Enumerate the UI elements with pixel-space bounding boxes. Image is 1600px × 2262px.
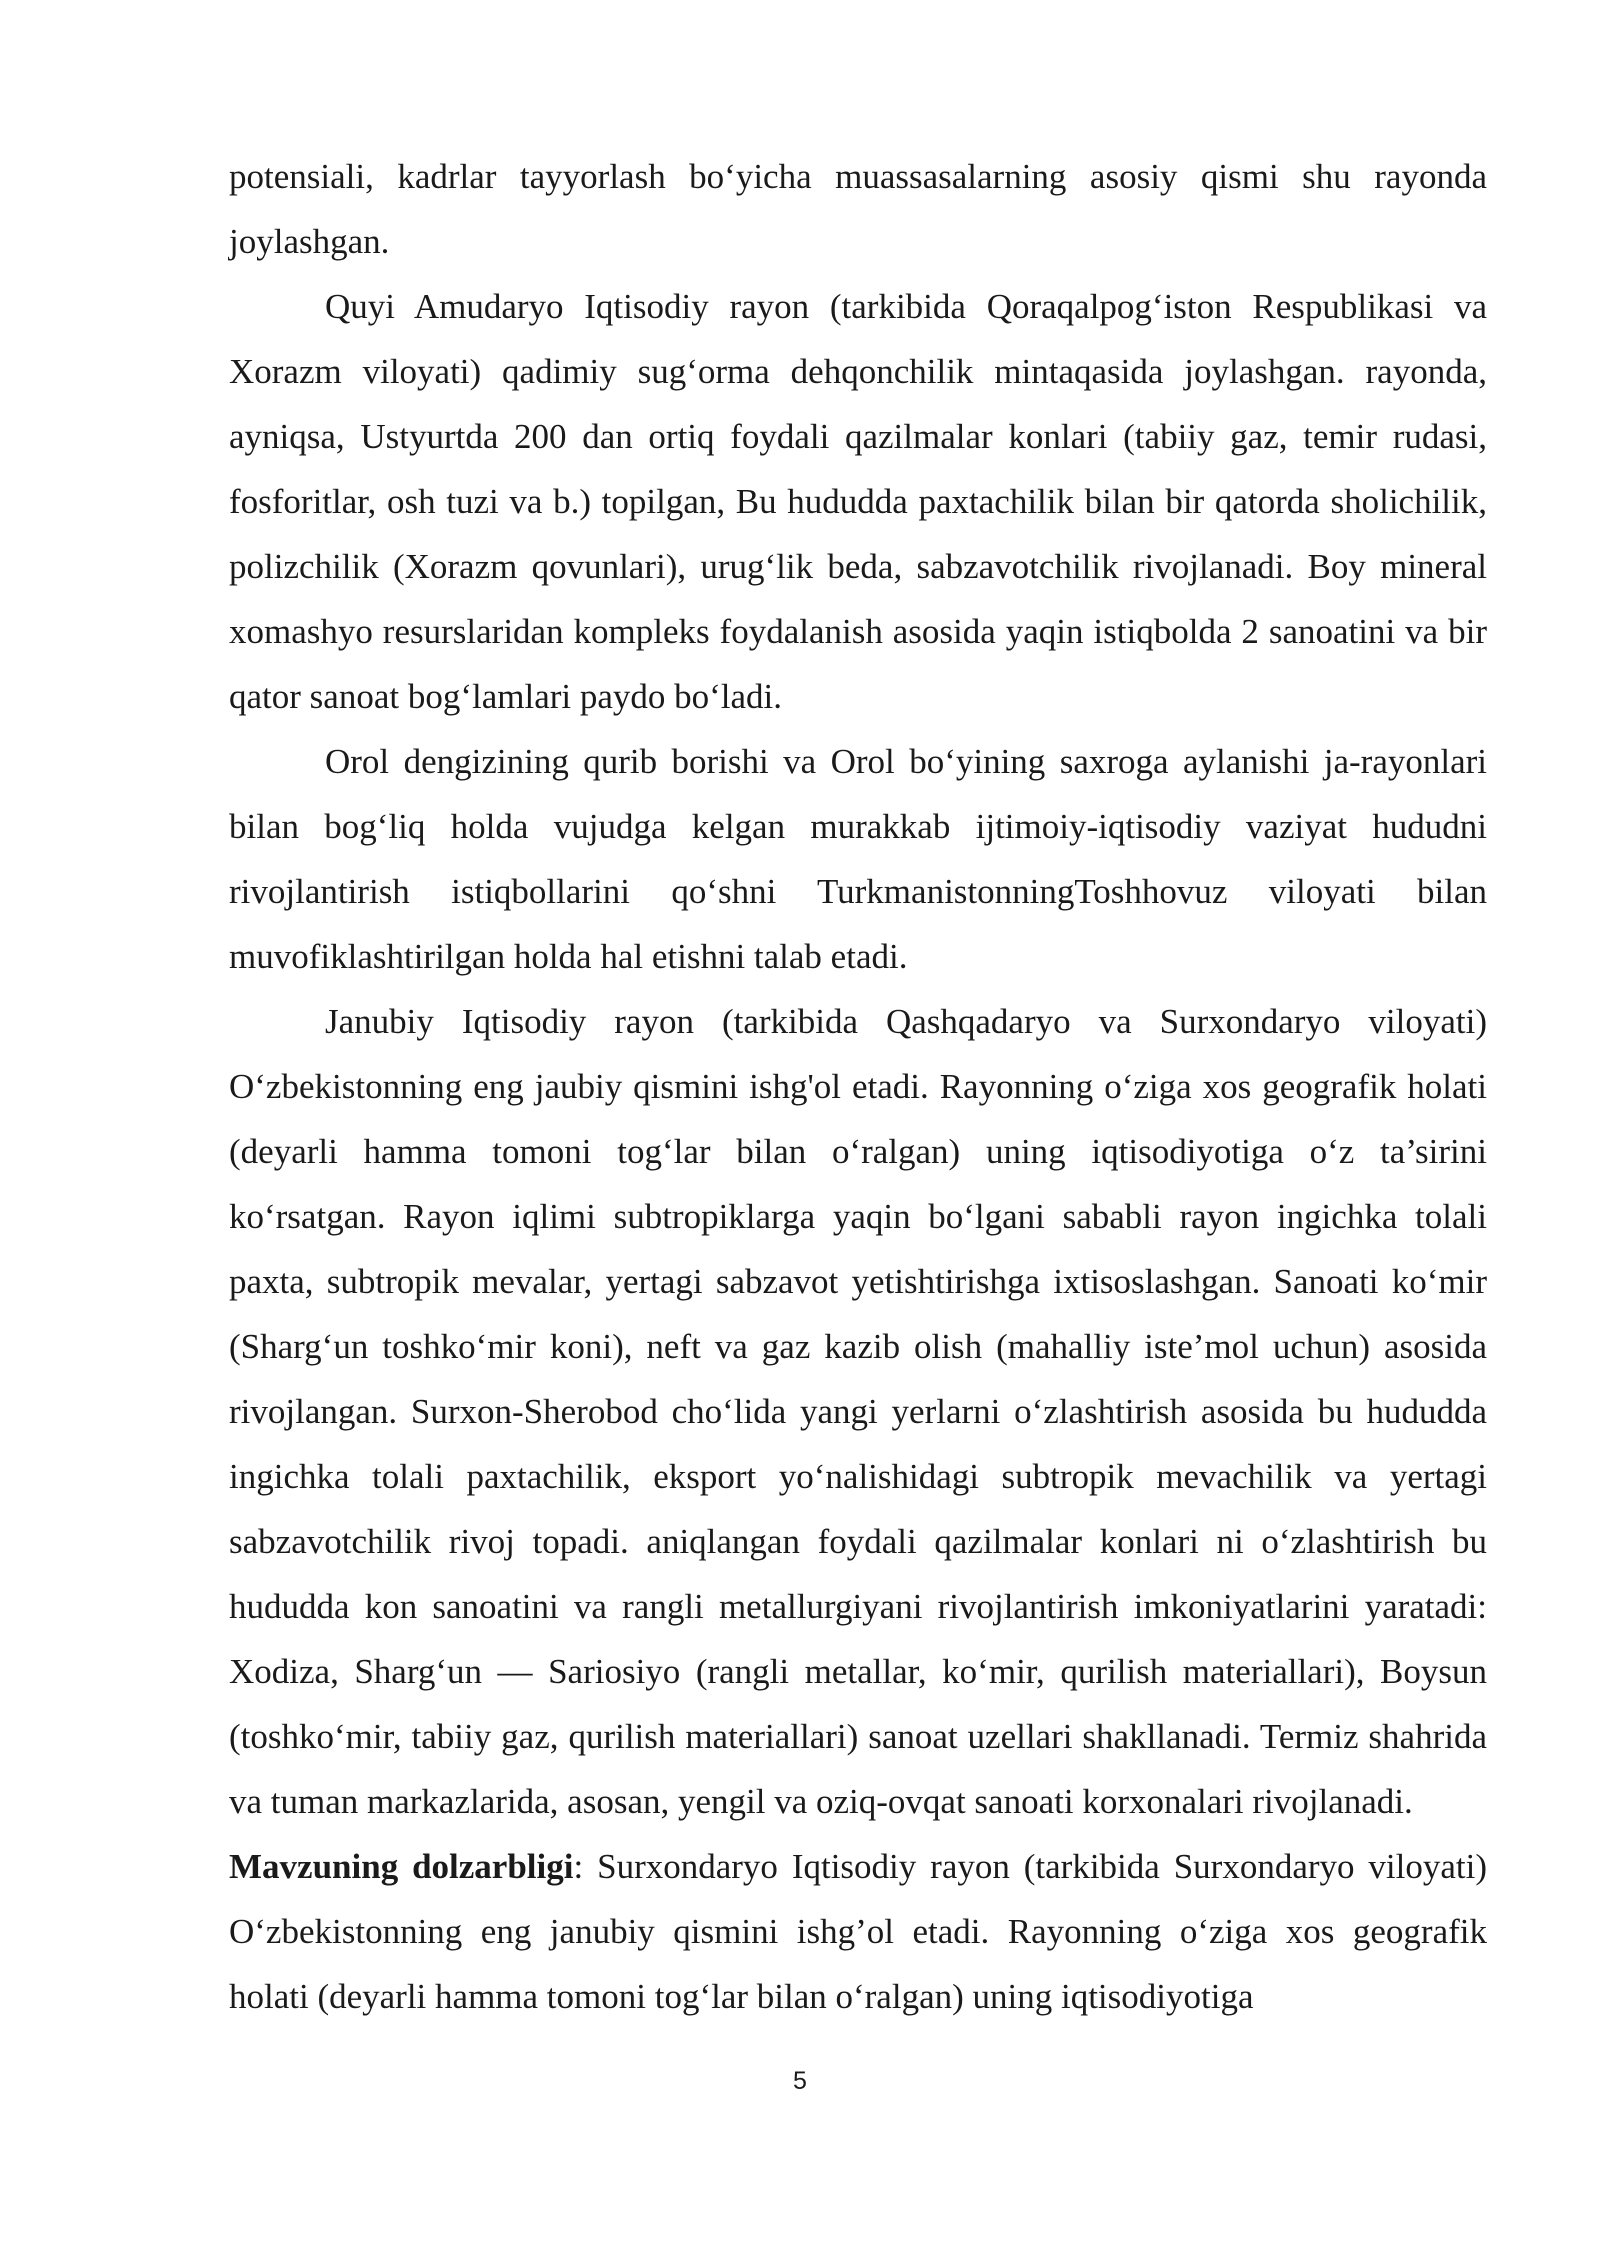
paragraph-janubiy-rayon: Janubiy Iqtisodiy rayon (tarkibida Qashqadaryo va Surxondaryo viloyati) O‘zbekistonning eng jaubiy qismini ishg'ol etadi. Rayonning o‘ziga xos geografik holati (deyarli hamma tomoni tog‘lar bilan o‘ralgan) uning iqtisodiyotiga o‘z ta’sirini ko‘rsatgan. Rayon iqlimi subtropiklarga yaqin bo‘lgani sababli rayon ingichka tolali paxta, subtropik mevalar, yertagi sabzavot yetishtirishga ixtisoslashgan. Sanoati ko‘mir (Sharg‘un toshko‘mir koni), neft va gaz kazib olish (mahalliy iste’mol uchun) asosida rivojlangan. Surxon-Sherobod cho‘lida yangi yerlarni o‘zlashtirish asosida bu hududda ingichka tolali paxtachilik, eksport yo‘nalishidagi subtropik mevachilik va yertagi sabzavotchilik rivoj topadi. aniqlangan foydali qazilmalar konlari ni o‘zlashtirish bu hududda kon sanoatini va rangli metallurgiyani rivojlantirish imkoniyatlarini yaratadi: Xodiza, Sharg‘un — Sariosiyo (rangli metallar, ko‘mir, qurilish materiallari), Boysun (toshko‘mir, tabiiy gaz, qurilish materiallari) sanoat uzellari shakllanadi. Termiz shahrida va tuman markazlarida, asosan, yengil va oziq-ovqat sanoati korxonalari rivojlanadi. [229,1002,1487,1821]
paragraph-relevance [229,1834,1487,2029]
paragraph-continuation: potensiali, kadrlar tayyorlash bo‘yicha muassasalarning asosiy qismi shu rayonda joylashgan. [229,157,1487,261]
page-number: 5 [793,2067,807,2095]
paragraph-orol-dengizi: Orol dengizining qurib borishi va Orol bo‘yining saxroga aylanishi ja-rayonlari bilan bog‘liq holda vujudga kelgan murakkab ijtimoiy-iqtisodiy vaziyat hududni rivojlantirish istiqbollarini qo‘shni TurkmanistonningToshhovuz viloyati bilan muvofiklashtirilgan holda hal etishni talab etadi. [229,742,1487,976]
relevance-heading: Mavzuning dolzarbligi [229,1847,574,1886]
relevance-text: Surxondaryo Iqtisodiy rayon (tarkibida Surxondaryo viloyati) O‘zbekistonning eng janubiy qismini ishg’ol etadi. Rayonning o‘ziga xos geografik holati (deyarli hamma tomoni tog‘lar bilan o‘ralgan) uning iqtisodiyotiga [229,1847,1487,2016]
page-body [229,144,1487,2029]
relevance-separator: : [573,1847,584,1886]
paragraph-quyi-amudaryo: Quyi Amudaryo Iqtisodiy rayon (tarkibida Qoraqalpog‘iston Respublikasi va Xorazm viloyati) qadimiy sug‘orma dehqonchilik mintaqasida joylashgan. rayonda, ayniqsa, Ustyurtda 200 dan ortiq foydali qazilmalar konlari (tabiiy gaz, temir rudasi, fosforitlar, osh tuzi va b.) topilgan, Bu hududda paxtachilik bilan bir qatorda sholichilik, polizchilik (Xorazm qovunlari), urug‘lik beda, sabzavotchilik rivojlanadi. Boy mineral xomashyo resurslaridan kompleks foydalanish asosida yaqin istiqbolda 2 sanoatini va bir qator sanoat bog‘lamlari paydo bo‘ladi. [229,287,1487,716]
